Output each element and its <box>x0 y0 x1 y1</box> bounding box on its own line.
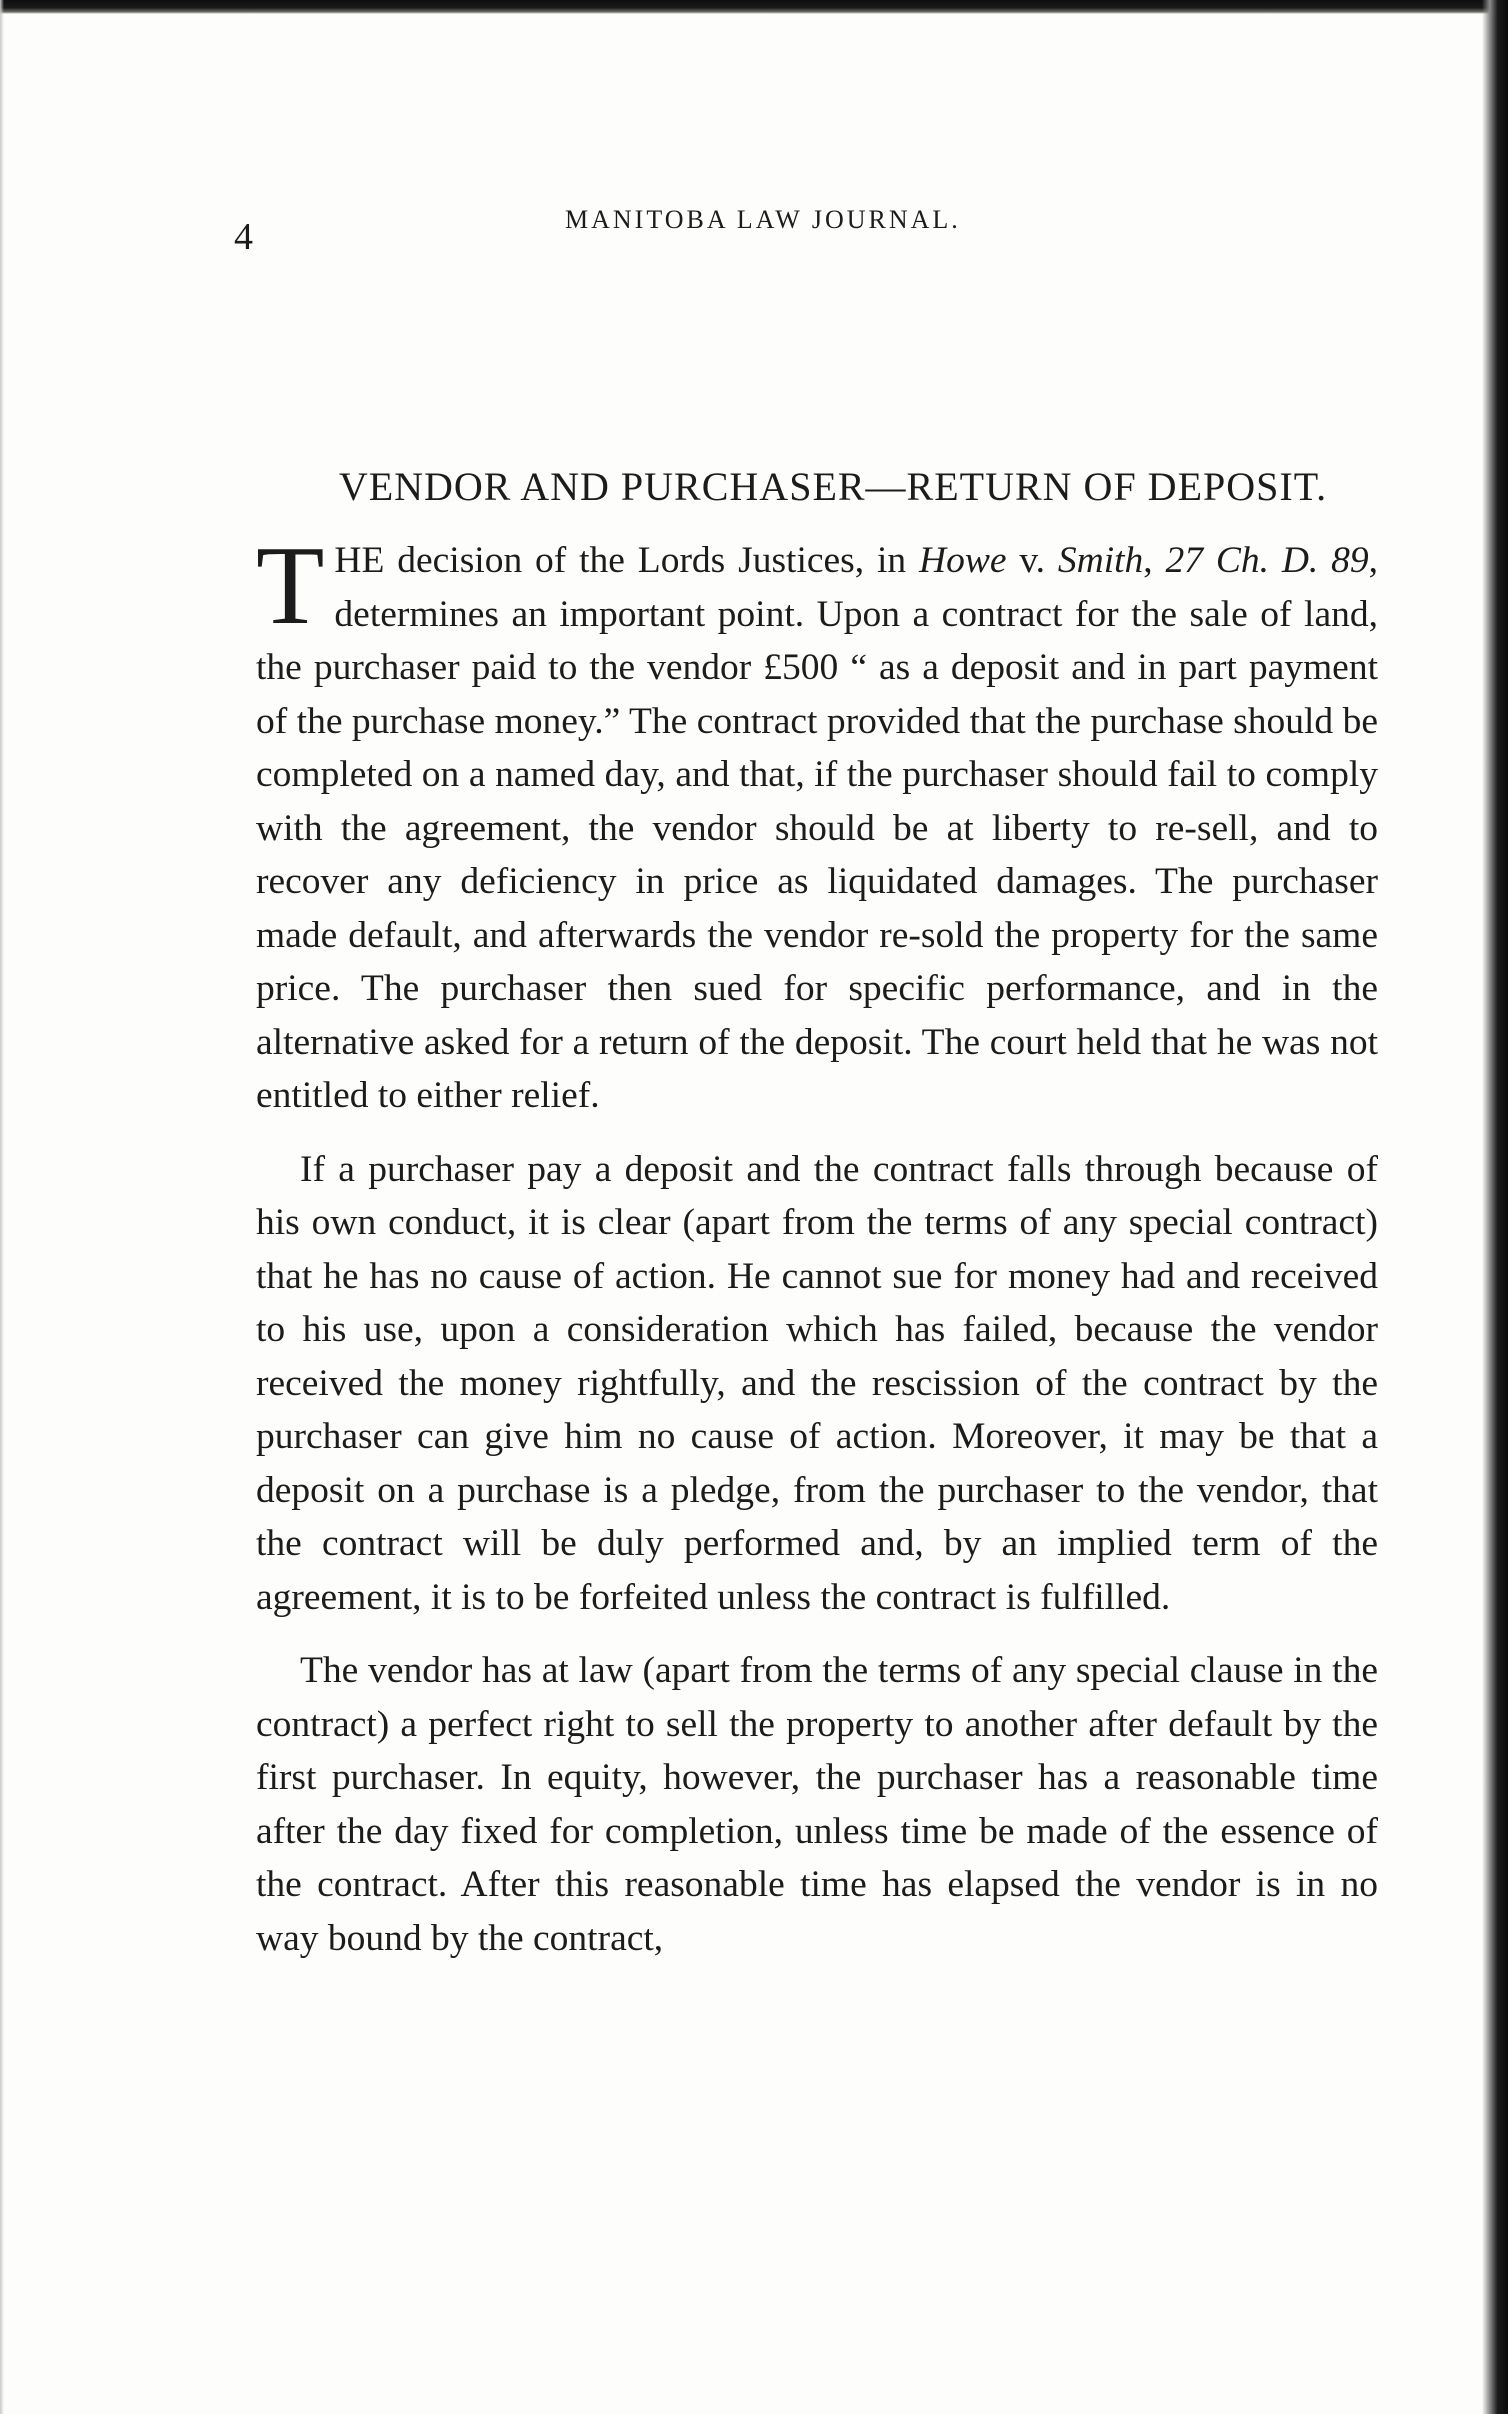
paragraph-1-rest: , determines an important point. Upon a contract for the sale of land, the purchaser paid to the vendor £500 “ as a deposit and in part payment of the purchase money.” The contract provided that the purchase should be completed on a named day, and that, if the purchaser should fail to comply with the agreement, the vendor should be at liberty to re-sell, and to recover any deficiency in price as liquidated damages. The purchaser made default, and afterwards the vendor re-sold the property for the same price. The purchaser then sued for specific performance, and in the alternative asked for a return of the deposit. The court held that he was not entitled to either relief. <box>256 540 1379 1116</box>
journal-title: MANITOBA LAW JOURNAL. <box>565 205 961 234</box>
paragraph-2-text: If a purchaser pay a deposit and the contract falls through because of his own conduct, it is clear (apart from the terms of any special contract) that he has no cause of action. He cannot sue for money had and received to his use, upon a consideration which has failed, because the vendor received the money rightfully, and the rescission of the contract by the purchaser can give him no cause of action. Moreover, it may be that a deposit on a purchase is a pledge, from the purchaser to the vendor, that the contract will be duly performed and, by an implied term of the agreement, it is to be forfeited unless the contract is fulfilled. <box>256 1148 1378 1618</box>
paragraph-1-text <box>256 524 1379 1123</box>
case-versus: v. <box>1006 540 1058 581</box>
paragraph-1-lead: HE decision of the Lords Justices, in <box>334 540 919 581</box>
case-citation: 27 Ch. D. 89 <box>1165 540 1369 581</box>
scan-top-edge <box>0 0 1508 14</box>
case-defendant: Smith <box>1057 540 1144 581</box>
article-body <box>248 524 1379 1965</box>
article <box>248 462 1378 1985</box>
paragraph-2 <box>256 1143 1378 1625</box>
paragraph-3 <box>256 1644 1378 1965</box>
scan-left-edge <box>0 0 4 2414</box>
paragraph-3-text: The vendor has at law (apart from the terms of any special clause in the contract) a perfect right to sell the property to another after default by the first purchaser. In equity, however, the purchaser has a reasonable time after the day fixed for completion, unless time be made of the essence of the contract. After this reasonable time has elapsed the vendor is in no way bound by the contract, <box>256 1650 1378 1959</box>
case-plaintiff: Howe <box>919 540 1007 581</box>
running-head <box>230 205 1290 265</box>
paragraph-1 <box>256 524 1379 1123</box>
drop-cap: T <box>256 524 325 648</box>
case-separator: , <box>1143 540 1166 581</box>
scan-right-edge <box>1482 0 1508 2414</box>
article-title: VENDOR AND PURCHASER—RETURN OF DEPOSIT. <box>338 464 1328 509</box>
page-number: 4 <box>234 216 254 258</box>
